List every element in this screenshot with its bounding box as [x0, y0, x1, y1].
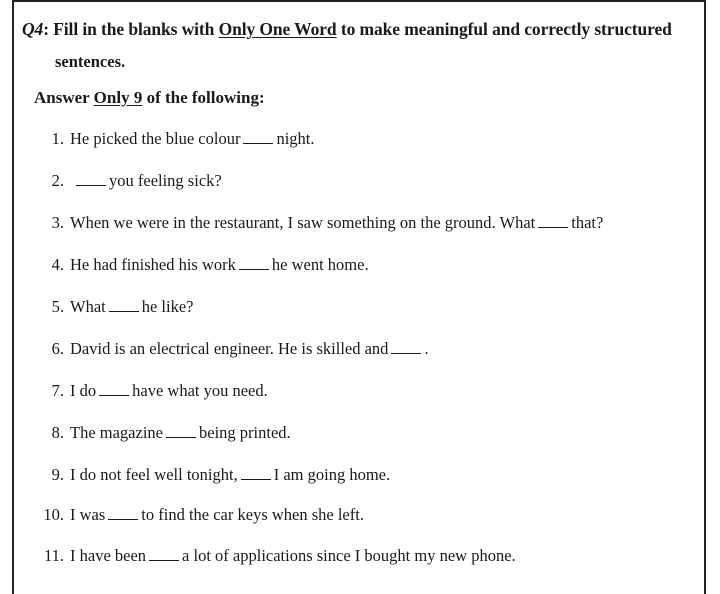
item-sentence [70, 504, 364, 525]
question-number: Q4 [22, 19, 44, 39]
item-number: 1. [51, 128, 64, 148]
item-number: 6. [51, 338, 64, 358]
sentence-after-blank: that? [571, 212, 604, 232]
question-prefix: : Fill in the blanks with [43, 19, 219, 39]
answer-suffix: of the following: [142, 88, 265, 107]
list-item [30, 338, 429, 360]
answer-instruction [34, 88, 265, 108]
sentence-before-blank: I do not feel well tonight, [70, 464, 238, 484]
item-number: 10. [43, 504, 64, 524]
sentence-after-blank: night. [276, 128, 315, 148]
list-item [30, 212, 603, 234]
list-item [30, 545, 516, 567]
fill-in-blank [108, 504, 138, 520]
item-sentence [70, 212, 603, 233]
question-continuation: sentences. [55, 52, 126, 71]
sentence-after-blank: I am going home. [273, 464, 391, 484]
sentence-after-blank: he went home. [271, 254, 369, 274]
sentence-before-blank: When we were in the restaurant, I saw something on the ground. What [70, 212, 536, 232]
list-item [30, 422, 291, 444]
item-number: 11. [43, 545, 64, 565]
item-sentence [70, 128, 315, 149]
sentence-before-blank: He picked the blue colour [70, 128, 241, 148]
fill-in-blank [239, 254, 269, 270]
fill-in-blank [241, 464, 271, 480]
question-heading [22, 19, 672, 40]
answer-emphasis: Only 9 [93, 88, 143, 107]
fill-in-blank [149, 545, 179, 561]
fill-in-blank [109, 296, 139, 312]
sentence-after-blank: being printed. [199, 422, 291, 442]
sentence-before-blank: I have been [70, 545, 147, 565]
sentence-after-blank: have what you need. [132, 380, 268, 400]
sentence-before-blank: I do [70, 380, 97, 400]
list-item [30, 296, 194, 318]
sentence-after-blank: he like? [141, 296, 194, 316]
item-number: 9. [51, 464, 64, 484]
list-item [30, 254, 369, 276]
item-number: 8. [51, 422, 64, 442]
item-sentence [70, 422, 291, 443]
fill-in-blank [99, 380, 129, 396]
sentence-before-blank: What [70, 296, 106, 316]
list-item [30, 504, 364, 526]
sentence-after-blank: to find the car keys when she left. [141, 504, 364, 524]
sentence-before-blank: I was [70, 504, 106, 524]
list-item [30, 170, 222, 192]
question-emphasis: Only One Word [218, 19, 337, 39]
question-suffix: to make meaningful and correctly structured [336, 19, 672, 39]
item-number: 7. [51, 380, 64, 400]
list-item [30, 464, 390, 486]
sentence-after-blank: a lot of applications since I bought my new phone. [182, 545, 516, 565]
sentence-after-blank: you feeling sick? [109, 170, 222, 190]
sentence-before-blank: He had finished his work [70, 254, 236, 274]
fill-in-blank [538, 212, 568, 228]
item-sentence [70, 296, 194, 317]
item-number: 3. [51, 212, 64, 232]
fill-in-blank [166, 422, 196, 438]
fill-in-blank [76, 170, 106, 186]
item-sentence [70, 170, 222, 191]
item-number: 4. [51, 254, 64, 274]
item-sentence [70, 338, 429, 359]
item-sentence [70, 464, 390, 485]
fill-in-blank [391, 338, 421, 354]
list-item [30, 380, 268, 402]
sentence-before-blank: The magazine [70, 422, 163, 442]
answer-prefix: Answer [34, 88, 94, 107]
sentence-before-blank: David is an electrical engineer. He is skilled and [70, 338, 389, 358]
item-sentence [70, 254, 369, 275]
fill-in-blank [243, 128, 273, 144]
item-sentence [70, 545, 516, 566]
item-number: 2. [51, 170, 64, 190]
item-number: 5. [51, 296, 64, 316]
list-item [30, 128, 315, 150]
item-sentence [70, 380, 268, 401]
sentence-after-blank: . [424, 338, 429, 358]
